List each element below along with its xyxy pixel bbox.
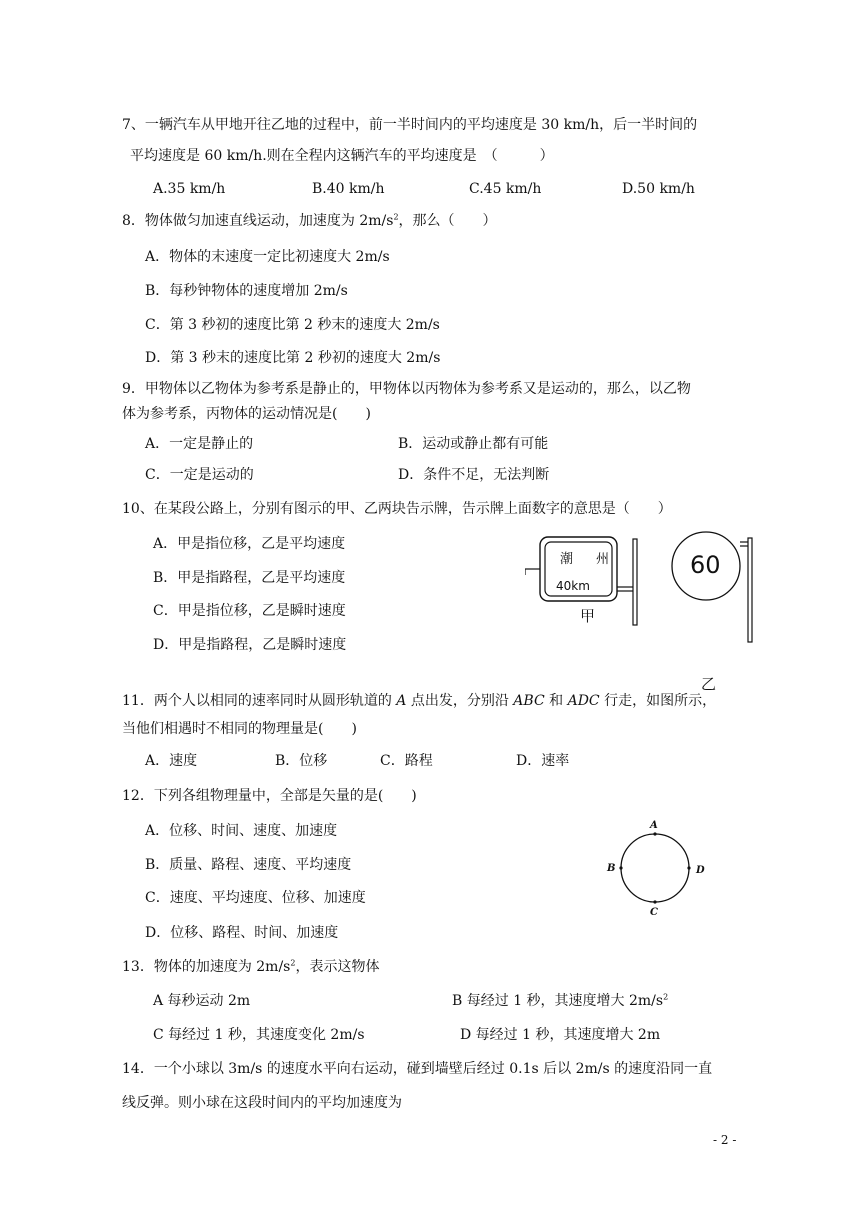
page-number: - 2 - bbox=[713, 1133, 737, 1147]
q13-option-d: D 每经过 1 秒，其速度增大 2m bbox=[460, 1027, 661, 1043]
q11-line1: 11．两个人以相同的速率同时从圆形轨道的 A 点出发，分别沿 ABC 和 ADC 行走，如图所示， bbox=[122, 693, 717, 709]
q13-option-b: B 每经过 1 秒，其速度增大 $2m/s^2$ bbox=[452, 992, 669, 1009]
q14-line1: 14．一个小球以 3m/s 的速度水平向右运动，碰到墙壁后经过 0.1s 后以 2m/s 的速度沿同一直 bbox=[122, 1061, 713, 1077]
circle-label-c: C bbox=[650, 907, 658, 918]
q10-option-b: B．甲是指路程，乙是平均速度 bbox=[153, 570, 346, 586]
q9-option-d: D．条件不足，无法判断 bbox=[398, 467, 550, 483]
q11-option-b: B．位移 bbox=[275, 753, 328, 769]
q11-option-a: A．速度 bbox=[145, 753, 198, 769]
q12-option-a: A．位移、时间、速度、加速度 bbox=[145, 823, 338, 839]
q9-option-a: A．一定是静止的 bbox=[145, 436, 254, 452]
sign-jia-place-1: 潮 bbox=[560, 552, 574, 567]
circle-track bbox=[617, 828, 695, 908]
q12-option-b: B．质量、路程、速度、平均速度 bbox=[145, 857, 352, 873]
q10-option-a: A．甲是指位移，乙是平均速度 bbox=[153, 536, 346, 552]
q7-option-a: A.35 km/h bbox=[153, 181, 226, 197]
q7-option-d: D.50 km/h bbox=[622, 181, 695, 197]
q10-stem: 10、在某段公路上，分别有图示的甲、乙两块告示牌，告示牌上面数字的意思是（ ） bbox=[122, 501, 672, 517]
q9-option-b: B．运动或静止都有可能 bbox=[398, 436, 549, 452]
q8-stem: 8．物体做匀加速直线运动，加速度为 $2m/s^2$，那么（ ） bbox=[122, 212, 497, 229]
q8-option-c: C．第 3 秒初的速度比第 2 秒末的速度大 2m/s bbox=[145, 317, 440, 333]
q7-line1: 7、一辆汽车从甲地开往乙地的过程中，前一半时间内的平均速度是 30 km/h，后一半时间的 bbox=[122, 117, 698, 133]
q8-option-d: D．第 3 秒末的速度比第 2 秒初的速度大 2m/s bbox=[145, 350, 441, 366]
q10-option-d: D．甲是指路程，乙是瞬时速度 bbox=[153, 637, 347, 653]
q7-line2: 平均速度是 60 km/h.则在全程内这辆汽车的平均速度是 （ ） bbox=[130, 148, 554, 164]
circle-label-b: B bbox=[607, 863, 616, 874]
q12-option-d: D．位移、路程、时间、加速度 bbox=[145, 925, 339, 941]
circle-label-a: A bbox=[650, 820, 658, 831]
q11-option-d: D．速率 bbox=[516, 753, 570, 769]
sign-yi bbox=[668, 528, 760, 646]
q7-option-b: B.40 km/h bbox=[312, 181, 385, 197]
q7-option-c: C.45 km/h bbox=[469, 181, 542, 197]
sign-jia-caption: 甲 bbox=[580, 607, 596, 625]
q12-option-c: C．速度、平均速度、位移、加速度 bbox=[145, 890, 366, 906]
q11-option-c: C．路程 bbox=[380, 753, 433, 769]
q11-line2: 当他们相遇时不相同的物理量是( ) bbox=[122, 721, 357, 737]
q9-line1: 9．甲物体以乙物体为参考系是静止的，甲物体以丙物体为参考系又是运动的，那么，以乙物 bbox=[122, 381, 691, 397]
q9-line2: 体为参考系，丙物体的运动情况是( ) bbox=[122, 406, 371, 422]
sign-yi-caption: 乙 bbox=[701, 675, 717, 693]
q13-option-c: C 每经过 1 秒，其速度变化 2m/s bbox=[153, 1027, 365, 1043]
q12-stem: 12．下列各组物理量中，全部是矢量的是( ) bbox=[122, 788, 417, 804]
q8-option-a: A．物体的末速度一定比初速度大 2m/s bbox=[145, 249, 390, 265]
sign-jia-distance: 40km bbox=[556, 579, 590, 593]
sign-yi-speed: 60 bbox=[690, 551, 721, 579]
sign-jia-place-2: 州 bbox=[596, 552, 610, 567]
q13-option-a: A 每秒运动 2m bbox=[153, 993, 251, 1009]
q13-stem: 13．物体的加速度为 $2m/s^2$，表示这物体 bbox=[122, 958, 380, 975]
circle-label-d: D bbox=[696, 865, 705, 876]
q9-option-c: C．一定是运动的 bbox=[145, 467, 254, 483]
q14-line2: 线反弹。则小球在这段时间内的平均加速度为 bbox=[122, 1095, 402, 1111]
q10-option-c: C．甲是指位移，乙是瞬时速度 bbox=[153, 603, 346, 619]
q8-option-b: B．每秒钟物体的速度增加 2m/s bbox=[145, 283, 348, 299]
